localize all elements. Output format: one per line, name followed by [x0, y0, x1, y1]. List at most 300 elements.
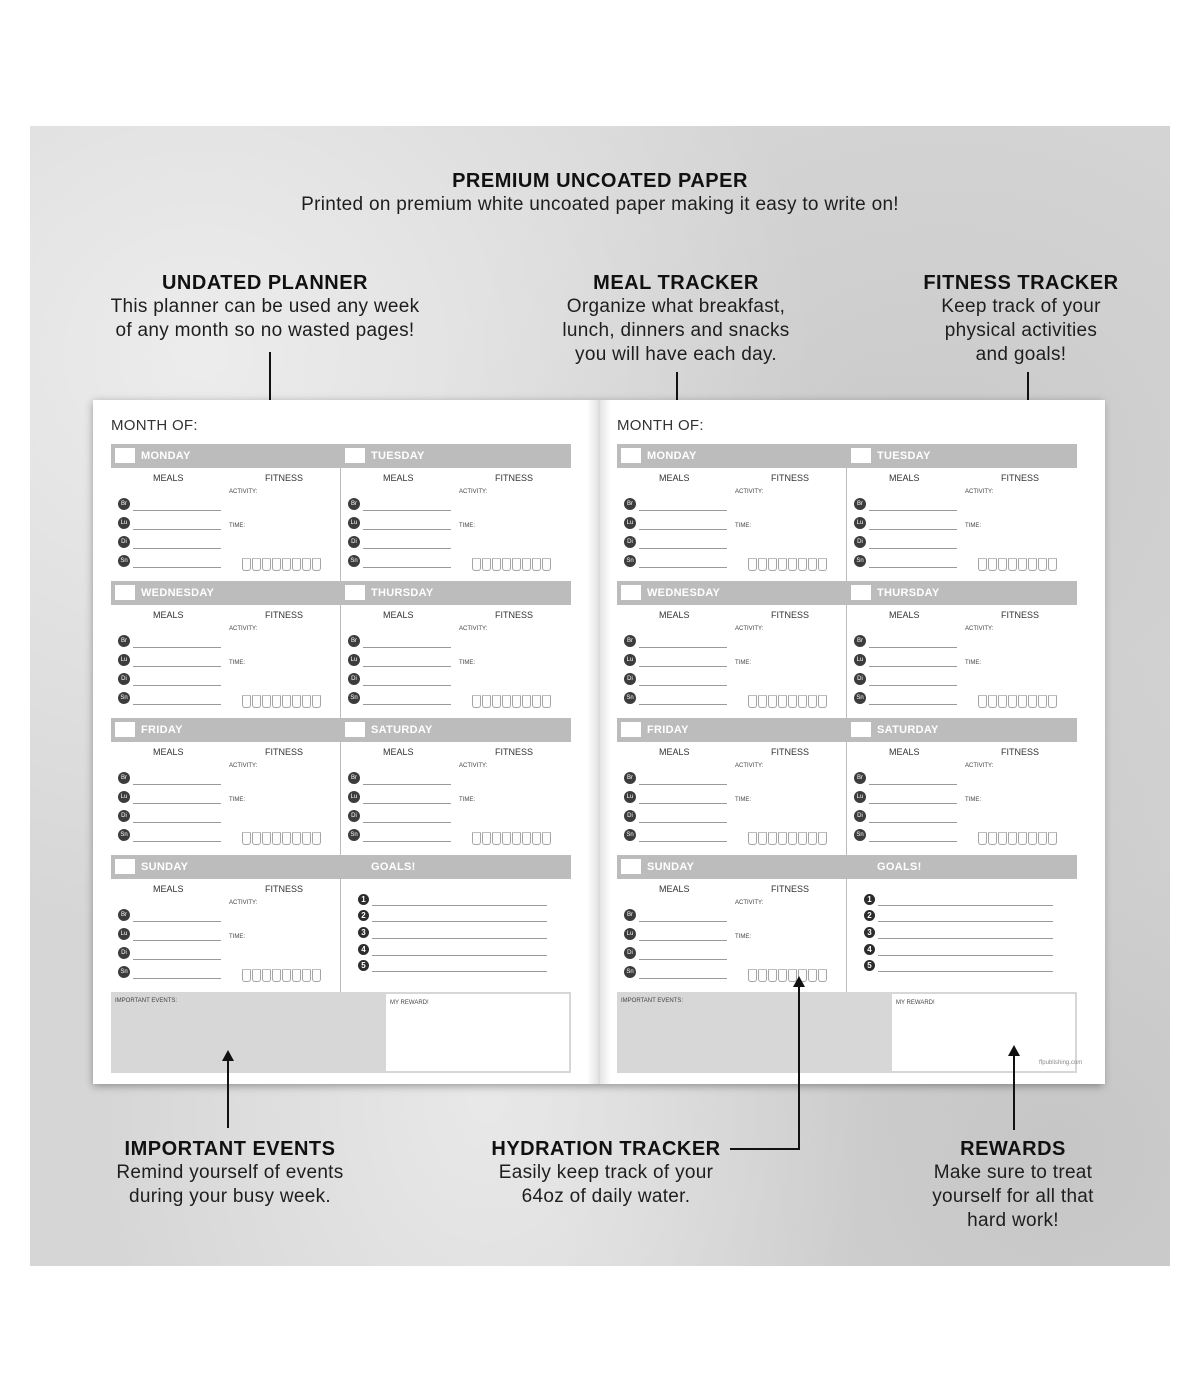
time-label: TIME: [459, 660, 475, 666]
water-cup-icon [758, 832, 767, 845]
time-label: TIME: [459, 523, 475, 529]
meal-row [118, 928, 238, 942]
goal-write-line [878, 921, 1053, 922]
arrow-hydration [798, 986, 800, 1150]
goal-number: 4 [864, 944, 875, 955]
meal-row [624, 829, 744, 843]
day-cell [111, 718, 341, 855]
day-cell [341, 444, 571, 581]
water-cup-icon [252, 969, 261, 982]
important-events-label: IMPORTANT EVENTS: [621, 998, 684, 1004]
goal-write-line [878, 971, 1053, 972]
day-cell [341, 718, 571, 855]
meals-heading: MEALS [659, 884, 690, 894]
meal-row [854, 829, 974, 843]
water-cup-icon [988, 558, 997, 571]
goal-number: 3 [358, 927, 369, 938]
water-cup-icon [1048, 695, 1057, 708]
activity-label: ACTIVITY: [965, 489, 994, 495]
day-cell [111, 855, 341, 992]
meal-code-badge: Di [118, 810, 130, 822]
meal-row [348, 654, 468, 668]
meals-heading: MEALS [659, 610, 690, 620]
meal-code-badge: Sn [624, 692, 636, 704]
meal-code-badge: Di [118, 947, 130, 959]
fitness-heading: FITNESS [495, 747, 534, 757]
meal-row [118, 966, 238, 980]
meal-write-line [639, 567, 727, 568]
arrowhead-rewards [1008, 1045, 1020, 1056]
water-cup-icon [758, 558, 767, 571]
water-cup-icon [472, 558, 481, 571]
day-header-bar [847, 855, 1077, 879]
date-box [851, 722, 871, 737]
meal-row [118, 947, 238, 961]
water-cup-icon [978, 832, 987, 845]
meal-row [624, 692, 744, 706]
activity-label: ACTIVITY: [459, 489, 488, 495]
day-header-bar [341, 855, 571, 879]
meal-write-line [363, 548, 451, 549]
meal-code-badge: Br [854, 635, 866, 647]
water-cups [748, 558, 832, 573]
meal-row [348, 635, 468, 649]
water-cup-icon [312, 695, 321, 708]
time-label: TIME: [735, 934, 751, 940]
meal-row [854, 810, 974, 824]
meal-write-line [639, 784, 727, 785]
fitness-heading: FITNESS [265, 610, 304, 620]
day-header-bar [111, 444, 341, 468]
water-cup-icon [492, 695, 501, 708]
callout-description: Printed on premium white uncoated paper making it easy to write on! [301, 194, 899, 215]
water-cup-icon [292, 832, 301, 845]
time-label: TIME: [229, 934, 245, 940]
water-cups [748, 832, 832, 847]
goal-write-line [372, 955, 547, 956]
arrowhead-events [222, 1050, 234, 1061]
meals-heading: MEALS [889, 747, 920, 757]
meals-heading: MEALS [153, 884, 184, 894]
date-box [851, 585, 871, 600]
day-name: FRIDAY [141, 724, 183, 736]
meals-heading: MEALS [153, 610, 184, 620]
meal-code-badge: Di [118, 536, 130, 548]
meal-code-badge: Sn [624, 829, 636, 841]
meal-write-line [363, 841, 451, 842]
water-cup-icon [778, 695, 787, 708]
meal-write-line [133, 784, 221, 785]
day-name: MONDAY [141, 450, 191, 462]
meal-write-line [363, 529, 451, 530]
water-cup-icon [492, 558, 501, 571]
meal-row [854, 673, 974, 687]
meal-code-badge: Lu [118, 654, 130, 666]
day-cell [847, 718, 1077, 855]
day-header-bar [847, 718, 1077, 742]
meal-row [624, 635, 744, 649]
goal-write-line [372, 921, 547, 922]
time-label: TIME: [229, 660, 245, 666]
water-cup-icon [482, 558, 491, 571]
water-cup-icon [1038, 832, 1047, 845]
month-of-label: MONTH OF: [111, 417, 198, 434]
water-cup-icon [978, 695, 987, 708]
goals-title: GOALS! [877, 861, 922, 873]
water-cup-icon [242, 969, 251, 982]
meal-row [854, 517, 974, 531]
activity-label: ACTIVITY: [229, 489, 258, 495]
water-cup-icon [778, 832, 787, 845]
callout-meal-tracker [520, 272, 832, 367]
water-cup-icon [1018, 558, 1027, 571]
meal-row [118, 791, 238, 805]
meal-code-badge: Lu [348, 654, 360, 666]
meal-code-badge: Lu [348, 791, 360, 803]
meal-code-badge: Di [624, 536, 636, 548]
fitness-heading: FITNESS [1001, 473, 1040, 483]
open-planner-book [93, 400, 1105, 1086]
meal-row [854, 692, 974, 706]
meal-row [624, 810, 744, 824]
meal-write-line [133, 647, 221, 648]
goal-number: 3 [864, 927, 875, 938]
day-header-bar [847, 444, 1077, 468]
water-cup-icon [988, 695, 997, 708]
meal-write-line [133, 841, 221, 842]
meal-write-line [133, 940, 221, 941]
meal-code-badge: Di [624, 810, 636, 822]
day-header-bar [847, 581, 1077, 605]
water-cup-icon [542, 558, 551, 571]
meal-row [624, 928, 744, 942]
callout-title: MEAL TRACKER [593, 272, 759, 294]
meal-write-line [363, 647, 451, 648]
day-name: TUESDAY [877, 450, 931, 462]
water-cups [242, 969, 326, 984]
water-cup-icon [312, 969, 321, 982]
meals-heading: MEALS [383, 473, 414, 483]
meal-code-badge: Br [348, 635, 360, 647]
date-box [115, 585, 135, 600]
meal-write-line [363, 822, 451, 823]
meal-write-line [869, 803, 957, 804]
water-cup-icon [808, 695, 817, 708]
meal-write-line [869, 822, 957, 823]
water-cup-icon [262, 969, 271, 982]
callout-title: PREMIUM UNCOATED PAPER [452, 170, 748, 192]
meal-code-badge: Di [624, 673, 636, 685]
meal-row [624, 498, 744, 512]
day-name: WEDNESDAY [141, 587, 215, 599]
meal-row [118, 635, 238, 649]
water-cup-icon [262, 695, 271, 708]
meal-code-badge: Di [348, 536, 360, 548]
important-events-box [617, 992, 892, 1073]
water-cup-icon [302, 969, 311, 982]
water-cup-icon [292, 558, 301, 571]
meal-code-badge: Di [854, 673, 866, 685]
meal-code-badge: Sn [624, 555, 636, 567]
activity-label: ACTIVITY: [735, 489, 764, 495]
water-cup-icon [282, 969, 291, 982]
day-header-bar [111, 581, 341, 605]
goal-write-line [372, 905, 547, 906]
goal-row [864, 894, 1054, 908]
day-cell [847, 581, 1077, 718]
day-header-bar [617, 855, 847, 879]
meal-code-badge: Sn [624, 966, 636, 978]
goal-row [358, 894, 548, 908]
meals-heading: MEALS [889, 473, 920, 483]
goal-write-line [372, 971, 547, 972]
water-cup-icon [252, 558, 261, 571]
meal-write-line [869, 510, 957, 511]
water-cup-icon [768, 558, 777, 571]
meal-row [624, 654, 744, 668]
day-name: MONDAY [647, 450, 697, 462]
water-cups [242, 558, 326, 573]
meal-code-badge: Sn [118, 555, 130, 567]
meal-write-line [869, 841, 957, 842]
meal-row [118, 555, 238, 569]
meal-row [624, 909, 744, 923]
meal-code-badge: Lu [624, 928, 636, 940]
date-box [115, 448, 135, 463]
meal-write-line [639, 647, 727, 648]
water-cup-icon [502, 558, 511, 571]
water-cup-icon [502, 832, 511, 845]
goal-row [864, 944, 1054, 958]
water-cup-icon [262, 832, 271, 845]
callout-rewards [900, 1138, 1126, 1233]
callout-description: Make sure to treat yourself for all that hard work! [932, 1162, 1094, 1231]
meal-write-line [133, 529, 221, 530]
date-box [621, 448, 641, 463]
goal-row [864, 927, 1054, 941]
goal-write-line [878, 955, 1053, 956]
water-cup-icon [272, 695, 281, 708]
meals-heading: MEALS [383, 610, 414, 620]
goal-number: 2 [864, 910, 875, 921]
activity-label: ACTIVITY: [229, 763, 258, 769]
meal-write-line [639, 959, 727, 960]
water-cup-icon [272, 969, 281, 982]
meal-code-badge: Sn [348, 829, 360, 841]
fitness-heading: FITNESS [771, 610, 810, 620]
meals-heading: MEALS [659, 473, 690, 483]
fitness-heading: FITNESS [265, 884, 304, 894]
meal-write-line [363, 704, 451, 705]
water-cups [472, 695, 556, 710]
callout-description: Organize what breakfast, lunch, dinners and snacks you will have each day. [562, 296, 790, 365]
fitness-heading: FITNESS [771, 747, 810, 757]
meals-heading: MEALS [383, 747, 414, 757]
activity-label: ACTIVITY: [965, 763, 994, 769]
meal-code-badge: Br [624, 772, 636, 784]
day-header-bar [341, 444, 571, 468]
time-label: TIME: [735, 797, 751, 803]
water-cup-icon [768, 832, 777, 845]
date-box [115, 859, 135, 874]
meal-code-badge: Lu [624, 517, 636, 529]
day-header-bar [341, 718, 571, 742]
fitness-heading: FITNESS [1001, 610, 1040, 620]
water-cup-icon [1028, 558, 1037, 571]
time-label: TIME: [229, 523, 245, 529]
day-cell [617, 444, 847, 581]
meal-row [348, 772, 468, 786]
meal-code-badge: Sn [118, 692, 130, 704]
water-cup-icon [532, 695, 541, 708]
meal-code-badge: Sn [854, 555, 866, 567]
meal-row [624, 517, 744, 531]
my-reward-label: MY REWARD! [390, 1000, 429, 1006]
fitness-heading: FITNESS [265, 473, 304, 483]
meal-write-line [639, 841, 727, 842]
meal-row [118, 810, 238, 824]
meal-code-badge: Lu [854, 517, 866, 529]
callout-hydration-tracker [470, 1138, 742, 1209]
callout-description: This planner can be used any week of any month so no wasted pages! [110, 296, 420, 341]
meal-write-line [363, 567, 451, 568]
meal-row [854, 635, 974, 649]
meal-row [118, 654, 238, 668]
meal-write-line [363, 784, 451, 785]
meal-write-line [639, 822, 727, 823]
meal-row [348, 829, 468, 843]
goal-row [358, 944, 548, 958]
meal-code-badge: Br [624, 909, 636, 921]
activity-label: ACTIVITY: [229, 900, 258, 906]
callout-important-events [85, 1138, 375, 1209]
meal-code-badge: Di [118, 673, 130, 685]
arrowhead-hydration [793, 976, 805, 987]
day-header-bar [617, 444, 847, 468]
meal-row [624, 772, 744, 786]
water-cups [978, 558, 1062, 573]
water-cup-icon [542, 695, 551, 708]
date-box [621, 722, 641, 737]
activity-label: ACTIVITY: [735, 626, 764, 632]
meal-row [854, 772, 974, 786]
water-cup-icon [768, 969, 777, 982]
meal-write-line [363, 510, 451, 511]
meal-write-line [133, 704, 221, 705]
meal-code-badge: Lu [624, 791, 636, 803]
meal-row [348, 555, 468, 569]
meal-row [118, 536, 238, 550]
water-cups [748, 695, 832, 710]
water-cup-icon [472, 695, 481, 708]
publisher-website: ffpublishing.com [1039, 1060, 1083, 1066]
water-cup-icon [302, 695, 311, 708]
water-cup-icon [748, 695, 757, 708]
water-cup-icon [482, 832, 491, 845]
day-name: SATURDAY [371, 724, 433, 736]
water-cup-icon [998, 558, 1007, 571]
fitness-heading: FITNESS [495, 610, 534, 620]
water-cup-icon [798, 558, 807, 571]
callout-title: IMPORTANT EVENTS [124, 1138, 336, 1160]
water-cup-icon [1038, 558, 1047, 571]
month-of-label: MONTH OF: [617, 417, 704, 434]
water-cup-icon [808, 969, 817, 982]
meal-code-badge: Br [624, 498, 636, 510]
water-cup-icon [1018, 832, 1027, 845]
water-cup-icon [262, 558, 271, 571]
goal-write-line [878, 938, 1053, 939]
water-cup-icon [768, 695, 777, 708]
goal-number: 5 [864, 960, 875, 971]
water-cup-icon [758, 695, 767, 708]
goal-number: 1 [864, 894, 875, 905]
water-cup-icon [748, 832, 757, 845]
meal-code-badge: Sn [348, 692, 360, 704]
time-label: TIME: [965, 660, 981, 666]
water-cup-icon [252, 695, 261, 708]
date-box [851, 448, 871, 463]
meal-row [854, 791, 974, 805]
week-grid [111, 444, 571, 992]
meal-write-line [133, 510, 221, 511]
goal-row [358, 910, 548, 924]
meal-code-badge: Sn [854, 692, 866, 704]
goals-title: GOALS! [371, 861, 416, 873]
water-cup-icon [818, 969, 827, 982]
meal-write-line [639, 685, 727, 686]
water-cup-icon [312, 558, 321, 571]
time-label: TIME: [965, 797, 981, 803]
meal-code-badge: Br [118, 498, 130, 510]
activity-label: ACTIVITY: [735, 763, 764, 769]
meal-row [624, 673, 744, 687]
week-grid [617, 444, 1077, 992]
water-cups [472, 832, 556, 847]
meal-write-line [639, 548, 727, 549]
meal-write-line [869, 704, 957, 705]
meal-write-line [639, 978, 727, 979]
meal-row [118, 517, 238, 531]
fitness-heading: FITNESS [495, 473, 534, 483]
goal-row [864, 960, 1054, 974]
meal-write-line [363, 685, 451, 686]
water-cup-icon [242, 558, 251, 571]
day-cell [617, 718, 847, 855]
activity-label: ACTIVITY: [459, 763, 488, 769]
meal-row [854, 536, 974, 550]
water-cup-icon [472, 832, 481, 845]
meal-code-badge: Sn [118, 829, 130, 841]
meal-write-line [639, 921, 727, 922]
meal-code-badge: Di [348, 810, 360, 822]
day-cell [341, 581, 571, 718]
meal-code-badge: Br [118, 909, 130, 921]
water-cup-icon [282, 558, 291, 571]
water-cup-icon [512, 558, 521, 571]
meal-write-line [133, 978, 221, 979]
meals-heading: MEALS [153, 747, 184, 757]
water-cups [242, 832, 326, 847]
arrow-rewards [1013, 1055, 1015, 1130]
important-events-box [111, 992, 386, 1073]
book-gutter [587, 400, 611, 1084]
meal-row [348, 517, 468, 531]
meal-code-badge: Lu [118, 517, 130, 529]
meal-row [854, 654, 974, 668]
meal-write-line [133, 822, 221, 823]
day-header-bar [617, 718, 847, 742]
